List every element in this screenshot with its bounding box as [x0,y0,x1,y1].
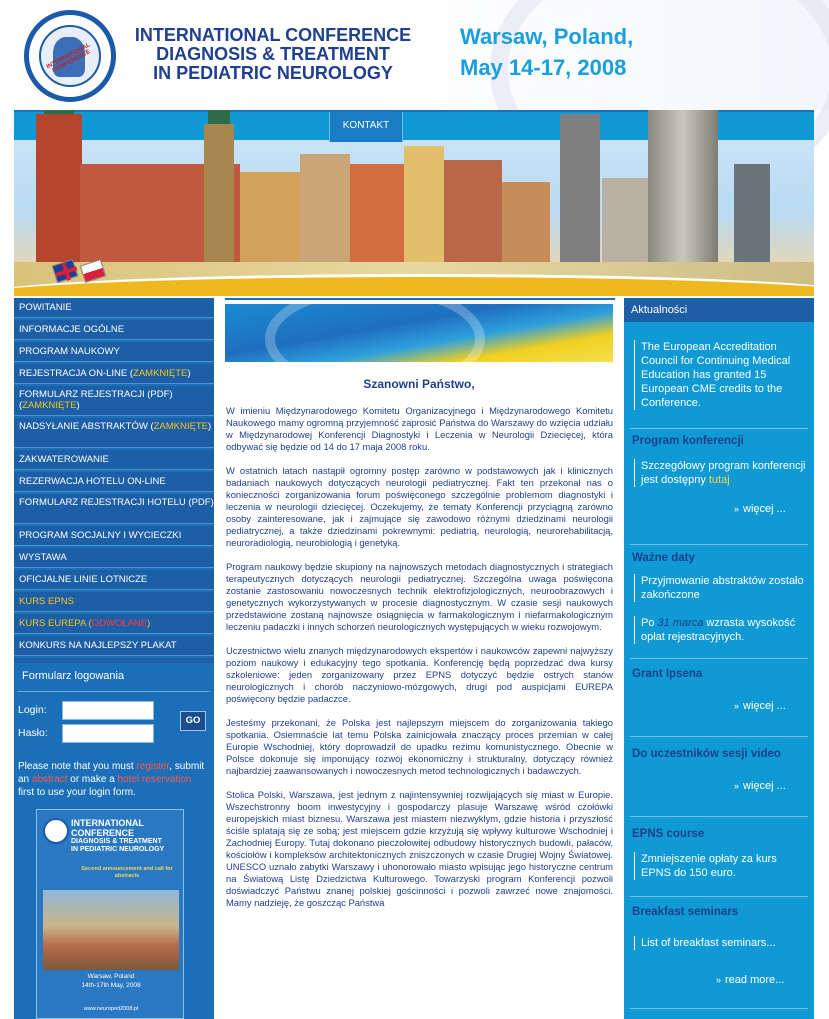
news-header: Aktualności [624,298,814,322]
brochure-title-2: CONFERENCE [71,828,135,838]
more-link[interactable] [734,780,786,792]
program-body: Szczegółowy program konferencji jest dostępny [641,460,806,486]
login-title: Formularz logowania [22,670,125,682]
brochure-place [37,972,184,990]
city-banner [14,110,814,296]
status-cancelled: ODWOŁANE [91,618,148,629]
tenement-3 [350,164,404,264]
breakfast-title[interactable]: Breakfast seminars [632,906,739,918]
divider [630,896,808,897]
divider [630,428,808,429]
menu-label: FORMULARZ REJESTRACJI (PDF) ( [19,389,173,411]
note-text: or make a [67,774,118,785]
double-arrow-icon: » [734,701,740,711]
menu-item-zakwaterowanie[interactable]: ZAKWATEROWANIE [14,450,214,470]
paragraph: W ostatnich latach nastąpił ogromny postęp zarówno w podstawowych jak i klinicznych badaniach naukowych dotyczących neurologii pediatrycznej. Fakt ten przekonał nas o konieczności zorganizowania forum poświęconego szczególnie problemom diagnostyki i leczenia w neurologii dziecięcej. Oczekujemy, że tematy Konferencji przyciągną zarówno osoby zainteresowane, jak i zajmujące się zawodowo różnymi dziedzinami neurologii pediatrycznej, a także dziedzinami pokrewnymi: pediatrią, neurologią, neurorehabilitacją, neuroradiologią, neurobiologią i genetyką. [226,465,613,548]
office-block [602,178,654,264]
menu-label: NADSYŁANIE ABSTRAKTÓW ( [19,421,154,432]
divider [630,544,808,545]
divider [630,816,808,817]
program-link[interactable]: tutaj [708,474,730,486]
brochure-logo-icon [43,818,69,844]
accreditation-text: The European Accreditation Council for Continuing Medical Education has granted 15 European CME credits to the Conference. [634,340,804,410]
menu-item-wystawa[interactable]: WYSTAWA [14,548,214,568]
dates-text-a: Po [641,617,658,629]
brochure-city: Warsaw, Poland [87,973,135,980]
tenement-5 [444,160,502,264]
double-arrow-icon: » [716,975,722,985]
status-closed: ZAMKNIĘTE [133,368,188,379]
banner-ring [265,304,485,362]
church-dome [208,110,230,124]
password-input[interactable] [62,724,154,743]
login-go-button[interactable]: GO [180,711,206,731]
menu-item-socjalny[interactable]: PROGRAM SOCJALNY I WYCIECZKI [14,526,214,546]
greeting-heading: Szanowni Państwo, [363,377,475,391]
register-link[interactable]: register [136,761,170,772]
menu-item-eurepa[interactable] [14,614,214,634]
more-label: więcej ... [743,780,786,792]
title-line-3: IN PEDIATRIC NEUROLOGY [153,63,393,83]
menu-item-rejestracja[interactable] [14,364,214,384]
content-banner [225,304,613,362]
logo-text: INTERNATIONAL CONFERENCE [45,42,92,75]
menu-label: REJESTRACJA ON-LINE ( [19,368,134,379]
tenement-4 [404,146,444,264]
more-label: więcej ... [743,503,786,515]
paragraph: Stolica Polski, Warszawa, jest jednym z najintensywniej rozwijających się miast w Europie. Wszechstronny boom inwestycyjny i gospodarczy plasuje Warszawę wśród czołówki europejskich miast biznesu. Warszawa jest miastem niezwykłym, gdzie historia i przyszłość ściśle splatają się ze sobą; jest miejscem gdzie krzyżują się wpływy kulturowe Wschodniej i Zachodniej Europy. Tutaj dokonano pieczołowitej odbudowy historycznych budowli, pałaców, kościołów i kompleksów architektonicznych zniszczonych w czasie Drugiej Wojny Światowej. UNESCO uznało zabytki Warszawy i uhonorowało miasto wpisując jego historyczne centrum na Światową Listę Dziedzictwa Kulturowego. Towarzyski program Konferencji pozwoli doświadczyć Państwu znanej polskiej gościnności i pozwoli zawrzeć nowe znajomości. Mamy nadzieję, że goszcząc Państwa [226,789,613,908]
paren: ) [147,618,151,629]
dates-title[interactable]: Ważne daty [632,552,695,564]
login-form [14,663,214,1019]
place-line: Warsaw, Poland, [460,24,634,49]
paragraph: Jesteśmy przekonani, że Polska jest najlepszym miejscem do zorganizowania takiego spotkania. Osiemnaście lat temu Polska zainicjowała znaczący proces przemian w całej Europie Wschodniej, który doprowadził do upadku reżimu komunistycznego. Obecnie w Polsce dokonuje się imponujący rozwój ekonomiczny i strukturalny, dotyczący również najbardziej zaawansowanych i nowoczesnych metod technologicznych i badawczych. [226,717,613,776]
divider [630,658,808,659]
epns-title[interactable]: EPNS course [632,828,705,840]
paren: ) [187,368,191,379]
brochure-title-1: INTERNATIONAL [71,818,144,828]
status-closed: ZAMKNIĘTE [153,421,208,432]
dates-text: Przyjmowanie abstraktów zostało zakończone [634,574,808,602]
divider [630,1008,808,1009]
dates-text-2 [634,616,812,644]
program-title[interactable]: Program konferencji [632,435,744,447]
note-text: Please note that you must [18,761,137,772]
conference-title [128,26,418,83]
menu-item-epns[interactable]: KURS EPNS [14,592,214,612]
password-label: Hasło: [18,727,48,739]
note-text: first to use your login form. [18,787,136,798]
dates-deadline: 31 marca [657,617,704,629]
note-text: , submit an [18,761,205,785]
tenement-1 [240,172,300,264]
tower-dome [44,110,74,114]
grant-title[interactable]: Grant Ipsena [632,668,703,680]
epns-text: Zmniejszenie opłaty za kurs EPNS do 150 euro. [634,852,804,880]
tenement-2 [300,154,350,264]
paren: ) [208,421,212,432]
brochure-dates: 14th-17th May, 2008 [81,982,141,989]
divider [630,736,808,737]
brochure-title [71,818,181,854]
paren: ) [76,400,80,411]
read-more-label: read more... [725,974,785,986]
castle-tower [36,114,82,264]
dates-text-b: wzrasta wysokość opłat rejestracyjnych. [641,617,796,643]
menu-item-formularz-pdf[interactable] [14,386,214,416]
double-arrow-icon: » [734,504,740,514]
login-note [18,760,210,799]
menu-item-hotel-pdf[interactable]: FORMULARZ REJESTRACJI HOTELU (PDF) [14,494,214,524]
menu-item-powitanie[interactable]: POWITANIE [14,298,214,318]
paragraph: W imieniu Międzynarodowego Komitetu Organizacyjnego i Międzynarodowego Komitetu Naukowego mamy ogromną przyjemność zaprosić Państwa do Warszawy do wzięcia udziału w Międzynarodowej Konferencji Diagnostyki i Leczenia w Neurologii Dziecięcej, która odbywać się będzie od 14 do 17 maja 2008 roku. [226,405,613,452]
divider [18,691,210,692]
menu-label: KURS EUREPA ( [19,618,92,629]
menu-item-hotel-online[interactable]: REZERWACJA HOTELU ON-LINE [14,472,214,492]
welcome-text [226,405,613,1019]
video-title[interactable]: Do uczestników sesji video [632,748,781,760]
brochure-url: www.neuroped2008.pl [83,1006,139,1012]
tenement-6 [502,182,550,264]
palace-of-culture [648,110,718,264]
brochure-photo [43,890,179,970]
menu-item-lotnicze[interactable]: OFICJALNE LINIE LOTNICZE [14,570,214,590]
abstract-link[interactable]: abstract [31,774,68,785]
office-tower-2 [734,164,770,264]
title-line-1: INTERNATIONAL CONFERENCE [134,25,412,45]
main-content [225,298,615,1019]
menu-item-abstrakty[interactable] [14,418,214,448]
read-more-link[interactable] [716,974,784,986]
more-label: więcej ... [743,700,786,712]
hotel-reservation-link[interactable]: hotel reservation [117,774,192,785]
status-closed: ZAMKNIĘTE [22,400,77,411]
left-sidebar [14,298,214,1019]
paragraph: Uczestnictwo wielu znanych międzynarodowych ekspertów i naukowców zapewni najwyższy poziom naukowy i edukacyjny tego spotkania. Konferencję będą poprzedzać dwa kursy szkoleniowe: jeden zorganizowany przez EPNS dotyczyć będzie ostrych stanów neurologicznych i chorób naczyniowo-mózgowych, drugi pod auspicjami EUREPA poświęcony będzie padaczce. [226,645,613,704]
paragraph: Program naukowy będzie skupiony na najnowszych metodach diagnostycznych i strategiach terapeutycznych dotyczących neurologii pediatrycznej. Szczególna uwaga poświęcona zostanie zastosowaniu nowoczesnych technik elektrofizjologicznych, neuroobrazowych i genetycznych wykorzystywanych w procesie diagnostycznym. W czasie sesji naukowych przedstawione zostaną najnowsze osiągnięcia w farmakologicznym i niefarmakologicznym leczeniu padaczki i innych schorzeń neurologicznych występujących w wieku rozwojowym. [226,561,613,632]
church-tower [204,124,234,264]
menu-item-informacje[interactable]: INFORMACJE OGÓLNE [14,320,214,340]
more-link[interactable] [734,700,786,712]
menu-item-program[interactable]: PROGRAM NAUKOWY [14,342,214,362]
office-tower-1 [560,114,600,264]
title-line-2: DIAGNOSIS & TREATMENT [156,44,390,64]
nav-contact-link[interactable]: KONTAKT [329,112,403,142]
conference-logo [24,10,116,102]
double-arrow-icon: » [734,781,740,791]
program-text [634,459,808,487]
date-line: May 14-17, 2008 [460,55,627,80]
menu-item-plakat[interactable]: KONKURS NA NAJLEPSZY PLAKAT [14,636,214,656]
brochure-title-3: DIAGNOSIS & TREATMENT [71,838,162,845]
conference-brochure[interactable] [36,809,184,1019]
brochure-subtitle: Second announcement and call for abstracts [81,866,173,879]
login-label: Login: [18,704,47,716]
brochure-title-4: IN PEDIATRIC NEUROLOGY [71,846,165,853]
login-input[interactable] [62,701,154,720]
more-link[interactable] [734,503,786,515]
news-sidebar [624,298,814,1019]
header [0,0,829,110]
breakfast-text[interactable]: List of breakfast seminars... [634,936,804,950]
conference-place-date [460,21,633,83]
